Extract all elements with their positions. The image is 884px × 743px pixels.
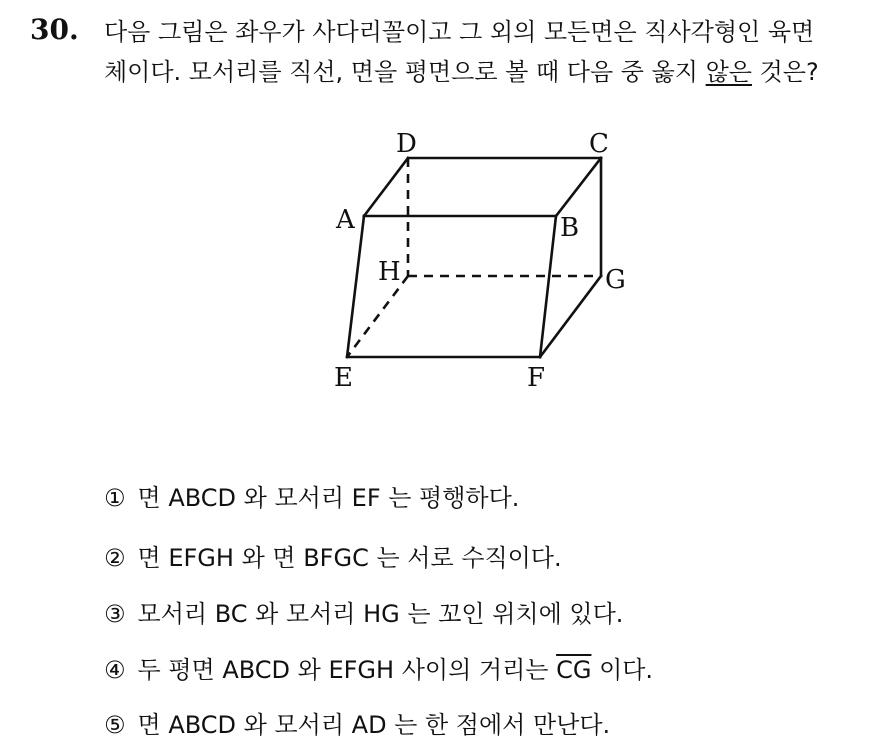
choice-number: ③ <box>104 600 126 628</box>
vertex-label-g: G <box>605 265 626 295</box>
vertex-label-c: C <box>589 129 609 159</box>
vertex-label-b: B <box>560 213 580 243</box>
choice-text-end: 이다. <box>591 656 654 684</box>
vertex-label-e: E <box>334 363 353 393</box>
choice-text: 면 EFGH 와 면 BFGC 는 서로 수직이다. <box>137 544 562 572</box>
edge-fg <box>540 276 601 357</box>
question-text-line2-start: 체이다. 모서리를 직선, 면을 평면으로 볼 때 다음 중 옳지 <box>104 58 706 86</box>
question-underlined-word: 않은 <box>705 58 752 86</box>
choice-number: ④ <box>104 656 126 684</box>
edge-bf <box>540 216 556 357</box>
choice-text-start: 두 평면 ABCD 와 EFGH 사이의 거리는 <box>137 656 557 684</box>
vertex-label-h: H <box>378 257 401 287</box>
vertex-label-d: D <box>396 129 417 159</box>
choice-1 <box>104 480 519 516</box>
choice-3 <box>104 596 623 632</box>
question-text-line2-end: 것은? <box>751 58 819 86</box>
choice-number: ① <box>104 484 126 512</box>
choice-number: ② <box>104 544 126 572</box>
vertex-label-f: F <box>527 363 546 393</box>
choice-5 <box>104 707 610 743</box>
choice-text: 모서리 BC 와 모서리 HG 는 꼬인 위치에 있다. <box>137 600 624 628</box>
edge-ad <box>364 158 408 216</box>
segment-cg-overline: $\overline{CG}$ <box>556 656 592 684</box>
edge-bc <box>556 158 601 216</box>
vertex-label-a: A <box>336 205 355 235</box>
choice-text: 면 ABCD 와 모서리 EF 는 평행하다. <box>137 484 520 512</box>
question-text-line1: 다음 그림은 좌우가 사다리꼴이고 그 외의 모든면은 직사각형인 육면 <box>104 18 815 46</box>
choice-2 <box>104 540 562 576</box>
choice-number: ⑤ <box>104 711 126 739</box>
question-number: 30. <box>30 13 79 46</box>
edge-ae <box>347 216 364 357</box>
choice-4 <box>104 652 653 688</box>
choice-text: 면 ABCD 와 모서리 AD 는 한 점에서 만난다. <box>137 711 611 739</box>
